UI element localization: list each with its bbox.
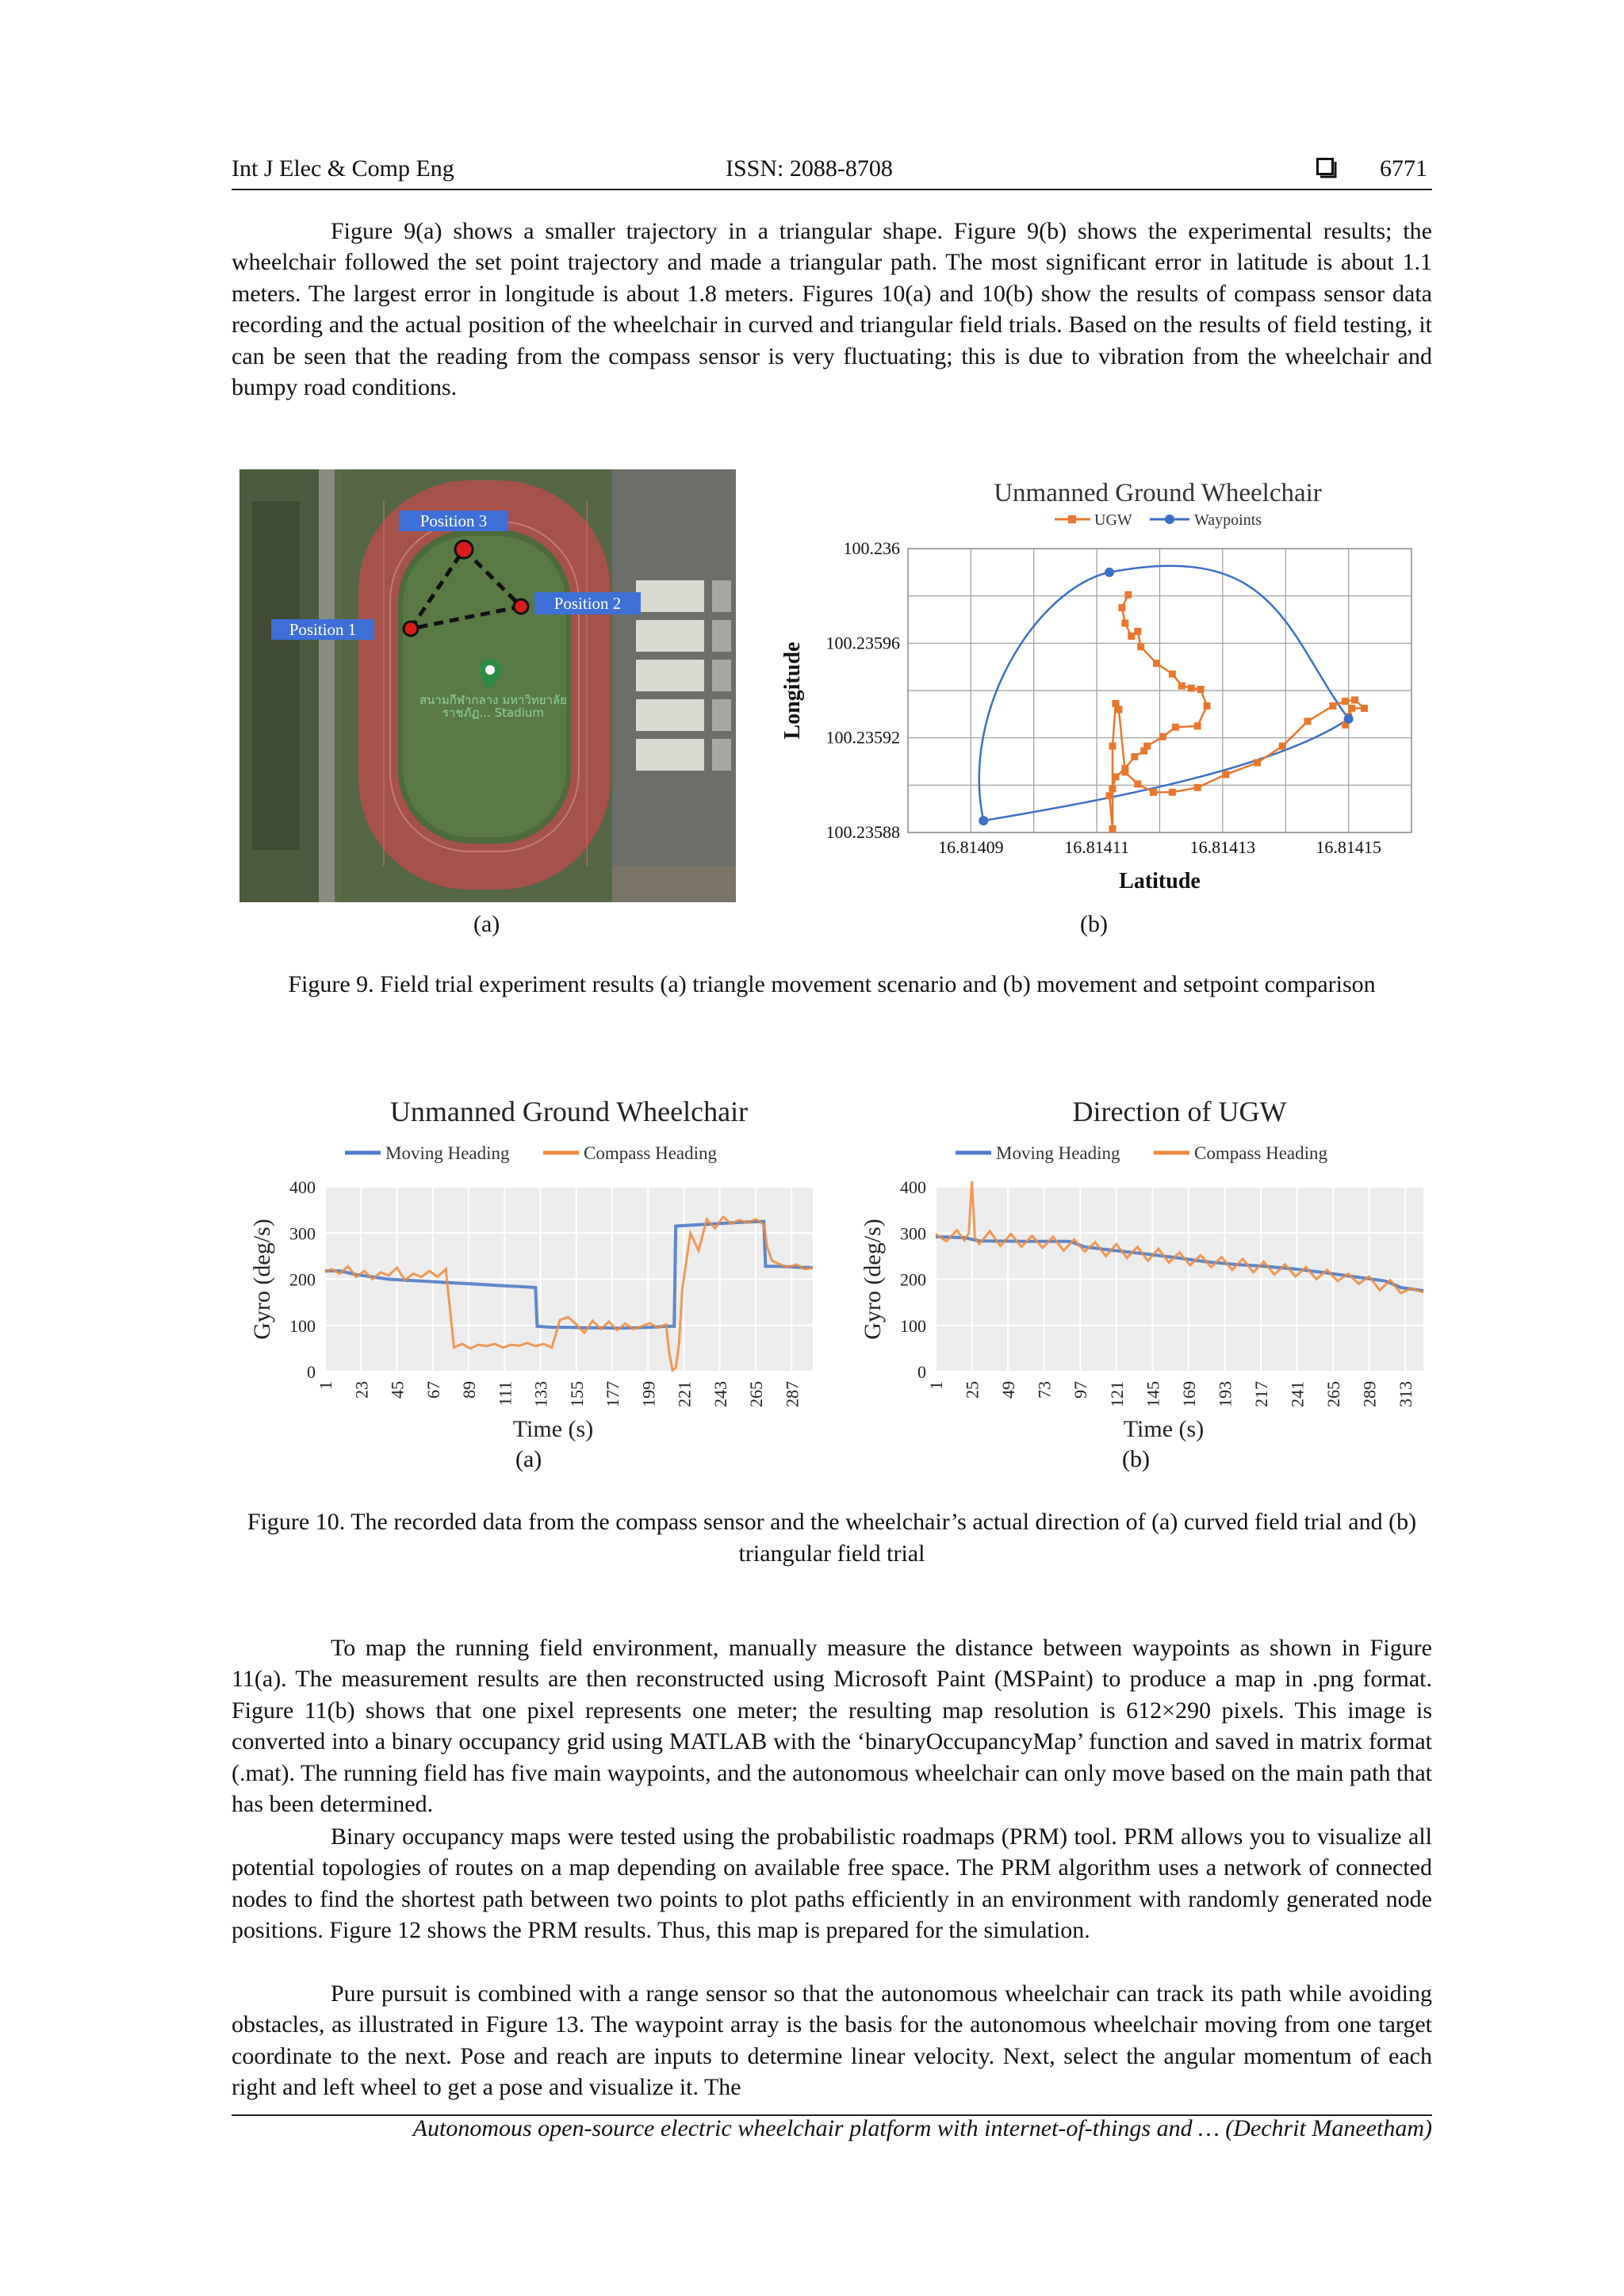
ugw-point <box>1197 686 1205 693</box>
x-tick-label: 1 <box>926 1381 946 1390</box>
body-paragraph: Figure 9(a) shows a smaller trajectory in a triangular shape. Figure 9(b) shows the experimental results; the wheelchair followed the set point trajectory and made a triangular path. The most significant error in latitude is about 1.1 meters. The largest error in longitude is about 1.8 meters. Figures 10(a) and 10(b) show the results of compass sensor data recording and the actual position of the wheelchair in curved and triangular field trials. Based on the results of field testing, it can be seen that the reading from the compass sensor is very fluctuating; this is due to vibration from the wheelchair and bumpy road conditions. <box>232 218 1432 401</box>
position-3-label: Position 3 <box>419 511 488 530</box>
ugw-point <box>1131 753 1138 760</box>
x-tick-label: 1 <box>316 1381 335 1390</box>
running-footer: Autonomous open-source electric wheelchair platform with internet-of-things and … (Dechrit Maneetham) <box>412 2115 1432 2141</box>
y-tick-label: 100 <box>900 1315 926 1336</box>
marker-position-1 <box>404 622 418 636</box>
x-tick-label: 45 <box>387 1381 408 1399</box>
ugw-point <box>1194 784 1201 791</box>
ugw-point <box>1121 619 1128 626</box>
x-tick-label: 16.81413 <box>1189 837 1256 857</box>
ugw-point <box>1140 748 1147 755</box>
box-icon <box>1316 158 1337 178</box>
ugw-point <box>1351 696 1358 703</box>
ugw-point <box>1304 718 1312 725</box>
ugw-point <box>1342 698 1349 705</box>
x-tick-label: 89 <box>459 1381 480 1399</box>
fig9-sub-b: (b) <box>1080 911 1108 937</box>
waypoint-point <box>1344 714 1354 724</box>
y-tick-label: 100.23592 <box>825 727 900 748</box>
y-tick-label: 200 <box>900 1269 926 1290</box>
ugw-point <box>1109 743 1116 750</box>
body-paragraph: To map the running field environment, manually measure the distance between waypoints as shown in Figure 11(a). The measurement results are then reconstructed using Microsoft Paint (MSPaint) to produce a map in .png format. Figure 11(b) shows that one pixel represents one meter; the resulting map resolution is 612×290 pixels. This image is converted into a binary occupancy grid using MATLAB with the ‘binaryOccupancyMap’ function and saved in matrix format (.mat). The running field has five main waypoints, and the autonomous wheelchair can only move based on the main path that has been determined. <box>232 1635 1432 1818</box>
chart-title: Unmanned Ground Wheelchair <box>389 1096 749 1127</box>
ugw-point <box>1115 706 1122 713</box>
ugw-point <box>1329 702 1336 710</box>
ugw-point <box>1172 724 1179 731</box>
legend-label: Waypoints <box>1194 511 1262 529</box>
header-rule <box>232 189 1432 190</box>
legend-label: Compass Heading <box>1194 1143 1328 1163</box>
x-tick-label: 221 <box>674 1381 695 1407</box>
fig10-sub-a: (a) <box>515 1446 542 1472</box>
ugw-point <box>1178 683 1185 690</box>
x-tick-label: 111 <box>495 1381 515 1406</box>
figure10-caption: Figure 10. The recorded data from the compass sensor and the wheelchair’s actual direction of (a) curved field trial and (b) triangular field trial <box>247 1509 1417 1567</box>
chart-title: Direction of UGW <box>1072 1096 1287 1127</box>
ugw-point <box>1109 825 1116 832</box>
ugw-point <box>1169 671 1176 678</box>
y-tick-label: 200 <box>289 1269 316 1290</box>
ugw-point <box>1134 628 1141 635</box>
x-tick-label: 177 <box>603 1381 623 1407</box>
ugw-point <box>1153 660 1160 667</box>
body-paragraph: Pure pursuit is combined with a range sensor so that the autonomous wheelchair can track its path while avoiding obstacles, as illustrated in Figure 13. The waypoint array is the basis for the autonomous wheelchair moving from one target coordinate to the next. Pose and reach are inputs to determine linear velocity. Next, select the angular momentum of each right and left wheel to get a pose and visualize it. The <box>232 1980 1432 2101</box>
x-tick-label: 145 <box>1143 1381 1163 1407</box>
y-tick-label: 100.236 <box>843 538 900 558</box>
y-tick-label: 100 <box>289 1315 316 1336</box>
legend-label: UGW <box>1094 511 1132 529</box>
ugw-point <box>1361 705 1368 712</box>
ugw-point <box>1222 771 1229 778</box>
x-tick-label: 133 <box>530 1381 551 1407</box>
ugw-point <box>1194 722 1201 729</box>
legend-label: Moving Heading <box>385 1143 510 1163</box>
chart-title: Unmanned Ground Wheelchair <box>994 479 1322 507</box>
ugw-point <box>1159 733 1166 740</box>
ugw-point <box>1137 643 1144 650</box>
x-tick-label: 193 <box>1215 1381 1235 1407</box>
ugw-point <box>1169 789 1176 796</box>
legend-label: Compass Heading <box>584 1143 718 1163</box>
marker-position-3 <box>455 541 473 558</box>
ugw-point <box>1279 743 1286 750</box>
legend-label: Moving Heading <box>996 1143 1120 1163</box>
y-tick-label: 300 <box>289 1223 316 1244</box>
x-tick-label: 265 <box>1323 1381 1344 1407</box>
waypoint-point <box>1105 568 1114 577</box>
x-tick-label: 217 <box>1251 1381 1271 1407</box>
ugw-point <box>1254 759 1261 766</box>
y-tick-label: 100.23588 <box>825 822 900 842</box>
x-tick-label: 313 <box>1396 1381 1416 1407</box>
ugw-point <box>1124 591 1132 599</box>
x-tick-label: 97 <box>1071 1381 1091 1399</box>
y-tick-label: 0 <box>917 1362 926 1382</box>
ugw-point <box>1150 789 1157 796</box>
x-tick-label: 23 <box>351 1381 372 1399</box>
ugw-point <box>1188 685 1195 692</box>
x-tick-label: 155 <box>566 1381 587 1407</box>
journal-name: Int J Elec & Comp Eng <box>232 155 454 182</box>
y-tick-label: 400 <box>289 1177 316 1197</box>
page-number: 6771 <box>1380 155 1427 182</box>
ugw-point <box>1106 792 1113 799</box>
x-tick-label: 241 <box>1287 1381 1308 1407</box>
chart-fig9b <box>761 469 1443 897</box>
y-axis-label: Gyro (deg/s) <box>860 1219 886 1340</box>
x-tick-label: 287 <box>782 1381 802 1407</box>
fig9-sub-a: (a) <box>473 911 500 937</box>
x-tick-label: 121 <box>1106 1381 1127 1407</box>
x-tick-label: 265 <box>746 1381 767 1407</box>
legend-marker <box>1165 515 1174 524</box>
ugw-point <box>1128 633 1135 640</box>
x-tick-label: 199 <box>638 1381 659 1407</box>
body-paragraph: Binary occupancy maps were tested using the probabilistic roadmaps (PRM) tool. PRM allows you to visualize all potential topologies of routes on a map depending on available free space. The PRM algorithm uses a network of connected nodes to find the shortest path between two points to plot paths efficiently in an environment with randomly generated node positions. Figure 12 shows the PRM results. Thus, this map is prepared for the simulation. <box>232 1823 1432 1944</box>
x-tick-label: 16.81411 <box>1064 837 1129 857</box>
x-tick-label: 16.81415 <box>1316 837 1381 857</box>
ugw-point <box>1118 604 1125 611</box>
ugw-point <box>1134 780 1141 787</box>
ugw-point <box>1112 773 1119 780</box>
y-tick-label: 400 <box>900 1177 926 1197</box>
ugw-point <box>1204 702 1211 710</box>
x-tick-label: 67 <box>423 1381 443 1399</box>
issn: ISSN: 2088-8708 <box>726 155 893 182</box>
x-tick-label: 16.81409 <box>938 837 1004 857</box>
y-tick-label: 300 <box>900 1223 926 1244</box>
ugw-point <box>1109 785 1116 792</box>
y-tick-label: 100.23596 <box>825 633 900 653</box>
x-axis-label: Latitude <box>1119 869 1201 894</box>
x-tick-label: 289 <box>1359 1381 1380 1407</box>
marker-position-2 <box>514 599 528 614</box>
y-axis-label: Gyro (deg/s) <box>249 1219 275 1340</box>
x-tick-label: 243 <box>710 1381 730 1407</box>
x-tick-label: 49 <box>998 1381 1019 1399</box>
x-tick-label: 169 <box>1178 1381 1199 1407</box>
chart-fig10b <box>848 1088 1435 1452</box>
y-tick-label: 0 <box>307 1362 316 1382</box>
x-axis-label: Time (s) <box>512 1416 594 1442</box>
waypoint-point <box>979 816 988 825</box>
x-tick-label: 73 <box>1034 1381 1055 1399</box>
x-axis-label: Time (s) <box>1123 1416 1205 1442</box>
x-tick-label: 25 <box>962 1381 982 1399</box>
chart-fig10a <box>238 1088 825 1452</box>
ugw-point <box>1348 705 1355 712</box>
legend-marker <box>1068 515 1076 523</box>
figure9-caption: Figure 9. Field trial experiment results (a) triangle movement scenario and (b) movement and setpoint comparison <box>288 971 1376 997</box>
y-axis-label: Longitude <box>780 641 805 740</box>
position-1-label: Position 1 <box>289 620 357 639</box>
stadium-label: สนามกีฬากลาง มหาวิทยาลัยราชภัฏ... Stadium <box>419 694 567 720</box>
position-2-label: Position 2 <box>553 594 622 613</box>
fig10-sub-b: (b) <box>1122 1446 1150 1472</box>
ugw-point <box>1121 768 1128 775</box>
satellite-map-image <box>239 469 736 902</box>
